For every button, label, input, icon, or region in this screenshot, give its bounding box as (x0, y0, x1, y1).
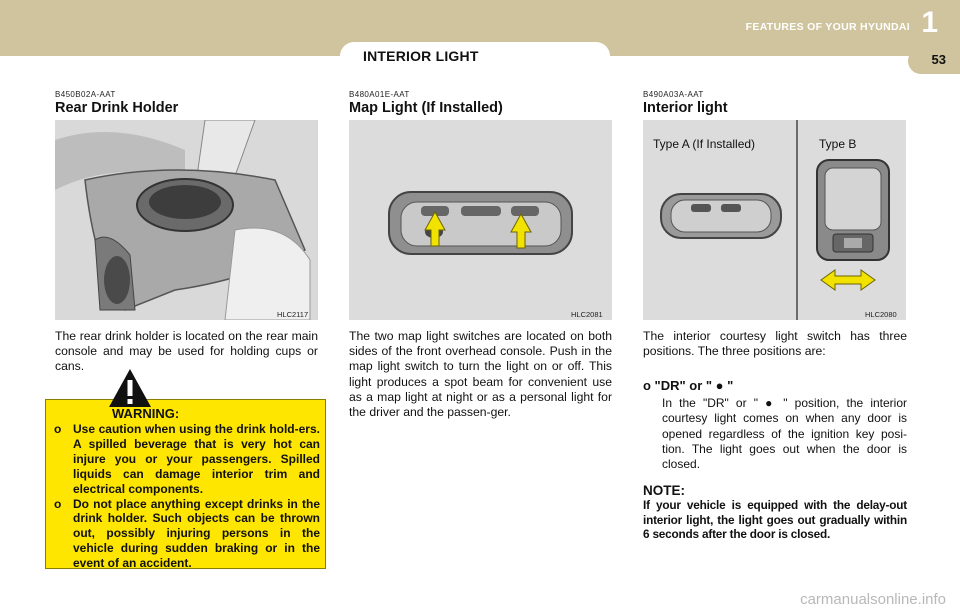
exclamation-icon (108, 368, 152, 408)
section-heading: Map Light (If Installed) (349, 100, 503, 116)
note-heading: NOTE: (643, 483, 685, 498)
image-caption: HLC2117 (277, 310, 309, 319)
warning-title: WARNING: (112, 406, 180, 421)
section-heading: Interior light (643, 100, 728, 116)
section-code: B450B02A-AAT (55, 90, 116, 99)
drink-holder-drawing (55, 120, 318, 320)
dr-position-heading: o "DR" or " ● " (643, 378, 734, 393)
warning-item-text: Use caution when using the drink hold-ers. A spilled beverage that is very hot can injure you or your passengers. Spilled liquids can damage interior trim and electrical components. (73, 422, 320, 496)
type-a-label: Type A (If Installed) (653, 137, 756, 151)
warning-item (54, 422, 320, 497)
image-caption: HLC2081 (571, 310, 603, 319)
body-text: The interior courtesy light switch has three positions. The three positions are: (643, 329, 907, 359)
section-heading: Rear Drink Holder (55, 100, 179, 116)
body-text: The two map light switches are located on both sides of the front overhead console. Push in the map light switch to turn the light on or off. This light produces a spot beam for convenient use as a map light at night or as a personal light for the driver and the passen-ger. (349, 329, 612, 420)
section-code: B480A01E-AAT (349, 90, 410, 99)
section-code: B490A03A-AAT (643, 90, 704, 99)
warning-list (54, 422, 320, 571)
map-light-drawing (349, 120, 612, 320)
bullet: o (54, 496, 62, 511)
drink-holder-illustration (55, 120, 318, 320)
page-number: 53 (931, 52, 946, 67)
bullet: o (54, 422, 62, 436)
chapter-number: 1 (921, 6, 938, 39)
note-text: If your vehicle is equipped with the delay-out interior light, the light goes out gradually within 6 seconds after the door is closed. (643, 498, 907, 542)
warning-item-text: Do not place anything except drinks in the drink holder. Such objects can be thrown out, possibly injuring persons in the vehicle during sudden braking or in the event of an accident. (73, 496, 320, 571)
image-caption: HLC2080 (865, 310, 897, 319)
warning-item (54, 497, 320, 572)
chapter-title: FEATURES OF YOUR HYUNDAI (745, 21, 910, 33)
type-b-label: Type B (819, 137, 857, 151)
body-text: The rear drink holder is located on the rear main console and may be used for holding cups or cans. (55, 329, 318, 374)
section-title: INTERIOR LIGHT (363, 48, 479, 64)
dr-position-text: In the "DR" or " ● " position, the interior courtesy light comes on when any door is opened regardless of the ignition key posi-tion. The light goes out when the door is closed. (662, 396, 907, 472)
map-light-illustration (349, 120, 612, 320)
watermark: carmanualsonline.info (800, 591, 946, 608)
